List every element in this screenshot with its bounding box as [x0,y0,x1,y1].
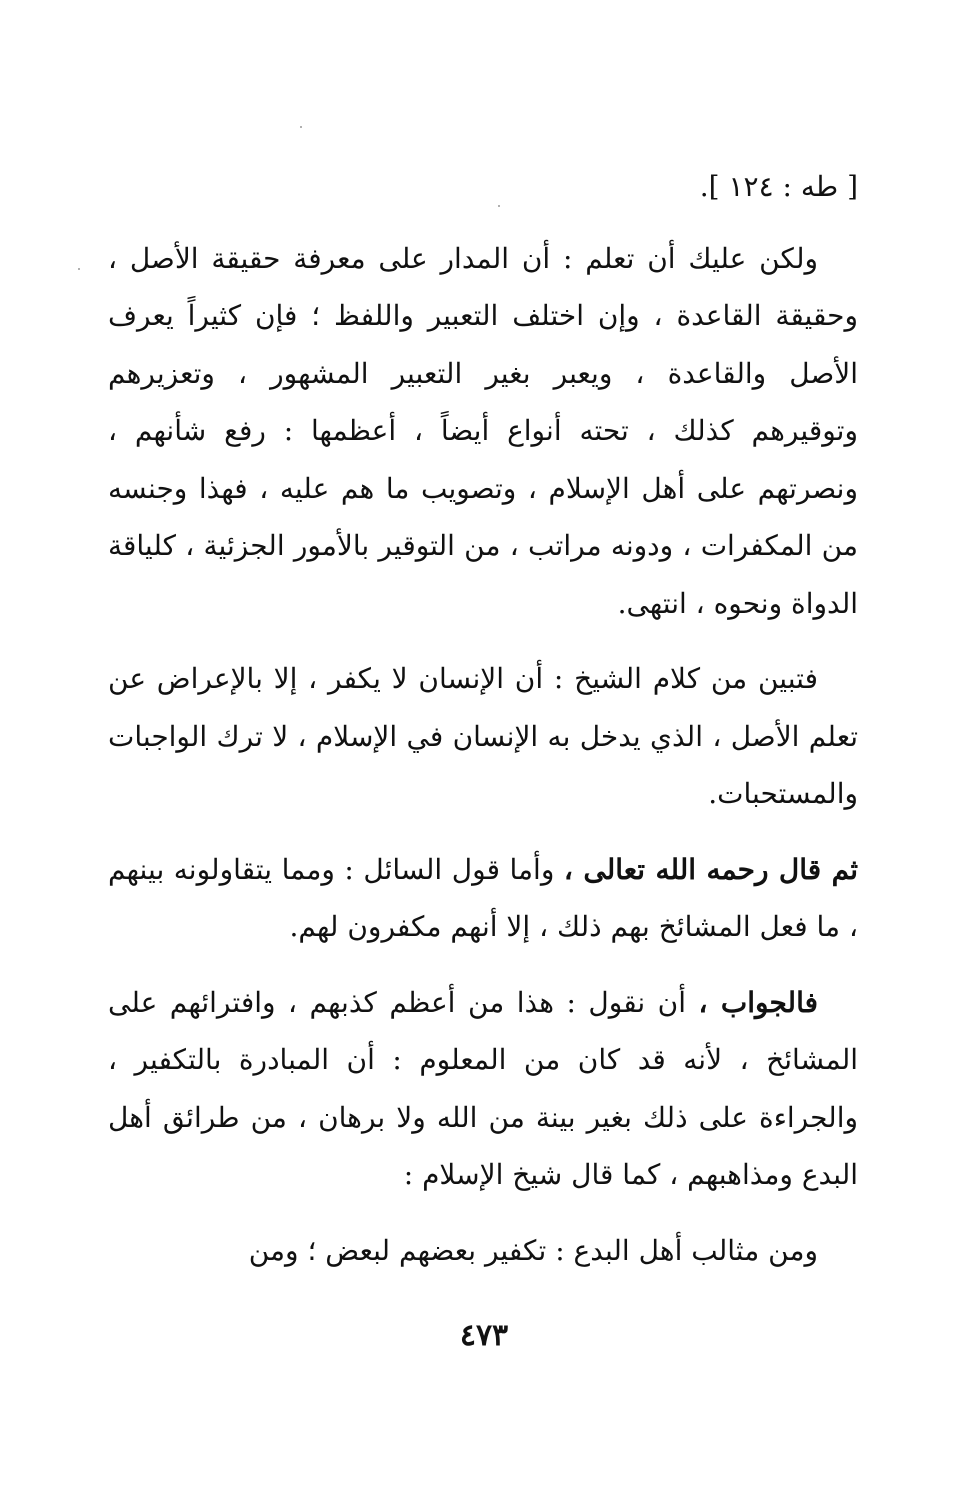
paragraph-4-text: أن نقول : هذا من أعظم كذبهم ، وافترائهم على المشائخ ، لأنه قد كان من المعلوم : أن المبادرة بالتكفير ، والجراءة على ذلك بغير بينة من الله ولا برهان ، من طرائق أهل البدع ومذاهبهم ، كما قال شيخ الإسلام : [108,985,858,1191]
paragraph-3 [108,841,858,956]
paragraph-5-text: ومن مثالب أهل البدع : تكفير بعضهم لبعض ؛ ومن [248,1233,818,1267]
paragraph-2-text: فتبين من كلام الشيخ : أن الإنسان لا يكفر ، إلا بالإعراض عن تعلم الأصل ، الذي يدخل به الإنسان في الإسلام ، لا ترك الواجبات والمستحبات. [108,662,858,810]
paragraph-2 [108,650,858,823]
scan-speck [78,268,80,270]
paragraph-1 [108,230,858,633]
paragraph-1-text: ولكن عليك أن تعلم : أن المدار على معرفة حقيقة الأصل ، وحقيقة القاعدة ، وإن اختلف التعبير واللفظ ؛ فإن كثيراً يعرف الأصل والقاعدة ، ويعبر بغير التعبير المشهور ، وتعزيرهم وتوقيرهم كذلك ، تحته أنواع أيضاً ، أعظمها : رفع شأنهم ، ونصرتهم على أهل الإسلام ، وتصويب ما هم عليه ، فهذا وجنسه من المكفرات ، ودونه مراتب ، من التوقير بالأمور الجزئية ، كلياقة الدواة ونحوه ، انتهى. [108,241,858,620]
quran-reference: [ طه : ١٢٤ ]. [699,170,858,203]
page-number: ٤٧٣ [459,1318,509,1353]
paragraph-5 [108,1222,858,1280]
paragraph-4 [108,974,858,1204]
paragraph-3-bold-lead: ثم قال رحمه الله تعالى ، [563,852,858,886]
paragraph-4-bold-lead: فالجواب ، [698,985,818,1019]
paragraph-3-text: وأما قول السائل : ومما يتقاولونه بينهم ، ما فعل المشائخ بهم ذلك ، إلا أنهم مكفرون لهم. [108,852,858,943]
scan-speck [300,126,302,128]
body-text [108,158,858,1279]
